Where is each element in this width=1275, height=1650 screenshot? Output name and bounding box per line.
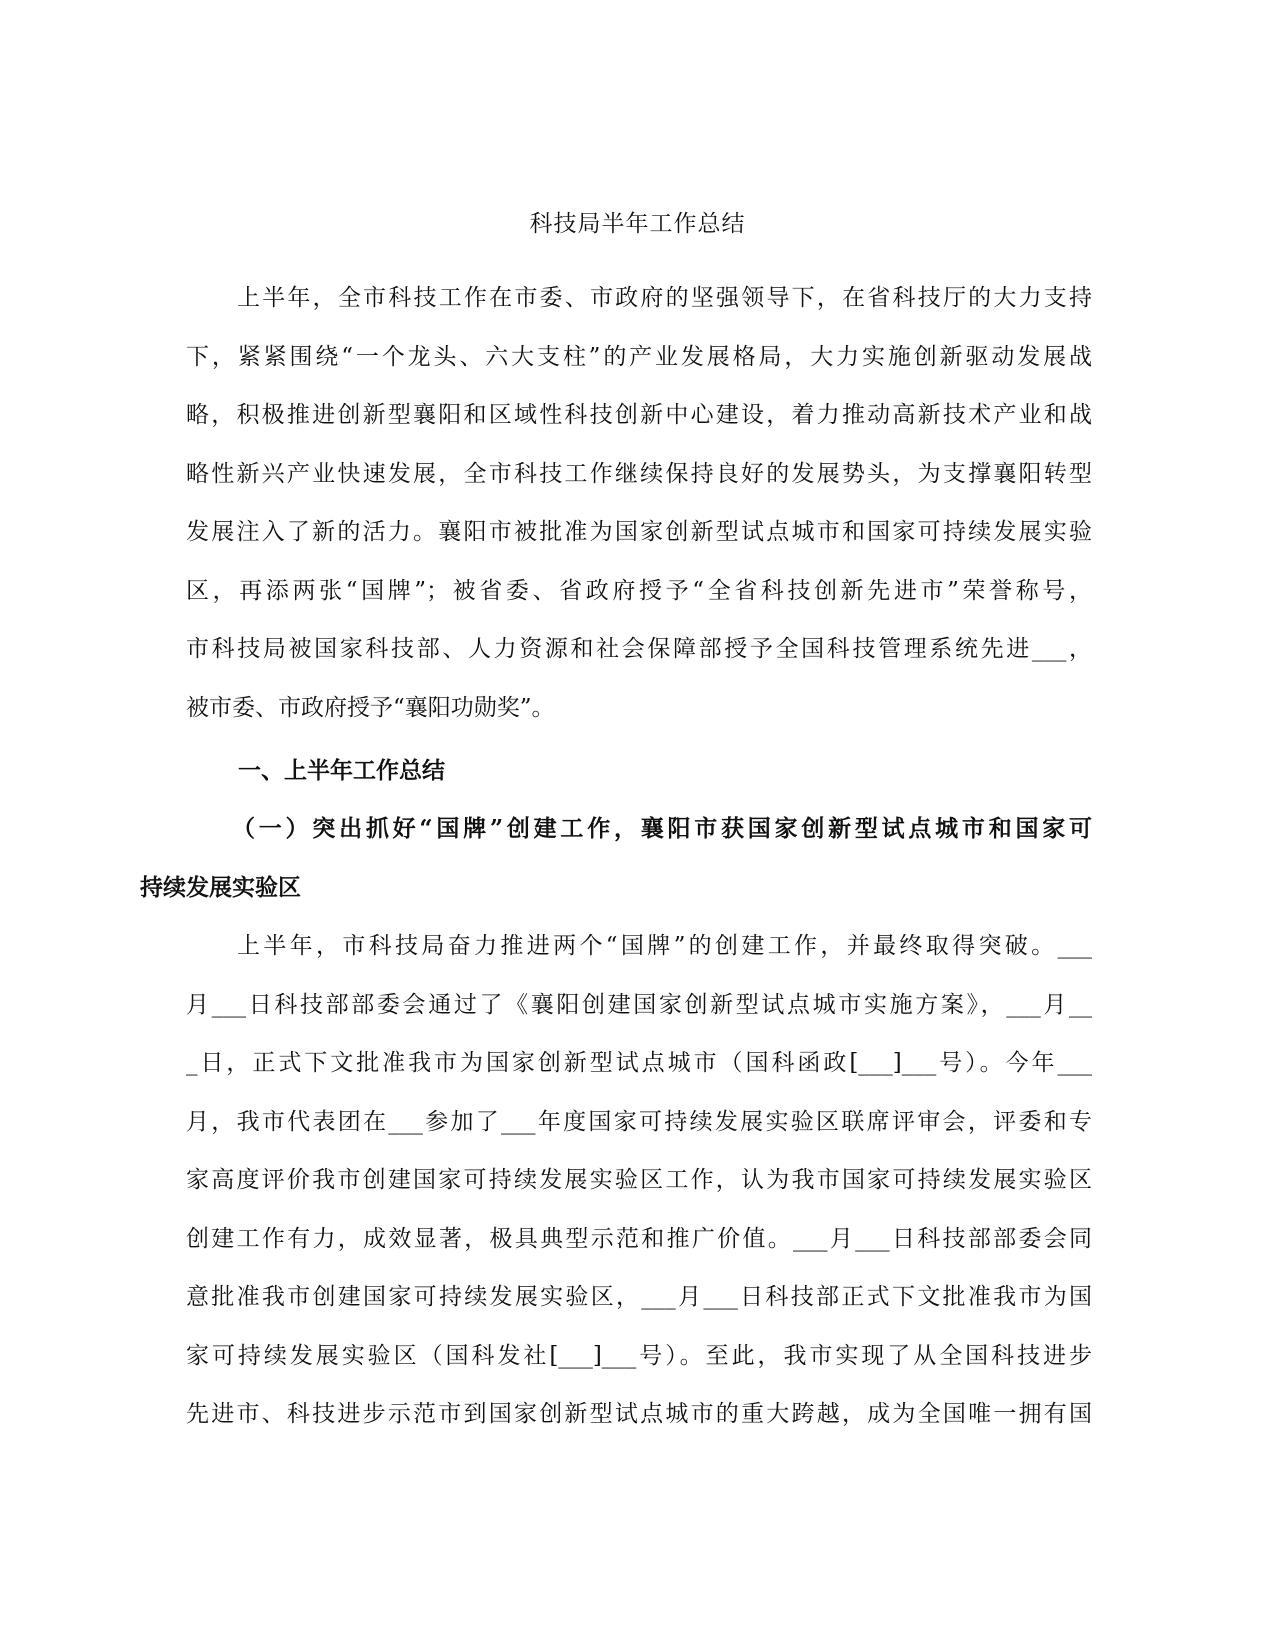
section-line: 意批准我市创建国家可持续发展实验区，___月___日科技部正式下文批准我市为国 <box>186 1284 1092 1310</box>
intro-line: 略性新兴产业快速发展，全市科技工作继续保持良好的发展势头，为支撑襄阳转型 <box>186 460 1092 487</box>
intro-line: 上半年，全市科技工作在市委、市政府的坚强领导下，在省科技厅的大力支持 <box>237 285 1092 311</box>
intro-line: 略，积极推进创新型襄阳和区域性科技创新中心建设，着力推动高新技术产业和战 <box>186 402 1092 428</box>
intro-line: 发展注入了新的活力。襄阳市被批准为国家创新型试点城市和国家可持续发展实验 <box>186 519 1092 545</box>
document-title: 科技局半年工作总结 <box>529 211 746 237</box>
section-line: 上半年，市科技局奋力推进两个“国牌”的创建工作，并最终取得突破。___ <box>237 933 1092 959</box>
intro-line: 被市委、市政府授予“襄阳功勋奖”。 <box>186 694 555 721</box>
intro-paragraph <box>186 269 1092 737</box>
section-line: 家可持续发展实验区（国科发社[___]___号）。至此，我市实现了从全国科技进步 <box>186 1342 1092 1369</box>
section-line: 月，我市代表团在___参加了___年度国家可持续发展实验区联席评审会，评委和专 <box>186 1108 1092 1135</box>
subsection-heading <box>140 800 1092 917</box>
section-paragraph <box>186 917 1092 1444</box>
section-heading: 一、上半年工作总结 <box>238 757 445 784</box>
section-line: 先进市、科技进步示范市到国家创新型试点城市的重大跨越，成为全国唯一拥有国 <box>186 1401 1092 1427</box>
intro-line: 市科技局被国家科技部、人力资源和社会保障部授予全国科技管理系统先进___， <box>186 636 1092 662</box>
intro-line: 下，紧紧围绕“一个龙头、六大支柱”的产业发展格局，大力实施创新驱动发展战 <box>186 343 1092 370</box>
section-line: 创建工作有力，成效显著，极具典型示范和推广价值。___月___日科技部部委会同 <box>186 1225 1092 1252</box>
intro-line: 区，再添两张“国牌”；被省委、省政府授予“全省科技创新先进市”荣誉称号， <box>186 577 1092 604</box>
section-line: 家高度评价我市创建国家可持续发展实验区工作，认为我市国家可持续发展实验区 <box>186 1167 1092 1193</box>
section-line: 月___日科技部部委会通过了《襄阳创建国家创新型试点城市实施方案》，___月__ <box>186 991 1092 1018</box>
subsection-heading-line: 持续发展实验区 <box>140 873 301 901</box>
subsection-heading-line: （一）突出抓好“国牌”创建工作，襄阳市获国家创新型试点城市和国家可 <box>232 815 1092 842</box>
section-line: _日，正式下文批准我市为国家创新型试点城市（国科函政[___]___号）。今年___ <box>186 1050 1092 1076</box>
